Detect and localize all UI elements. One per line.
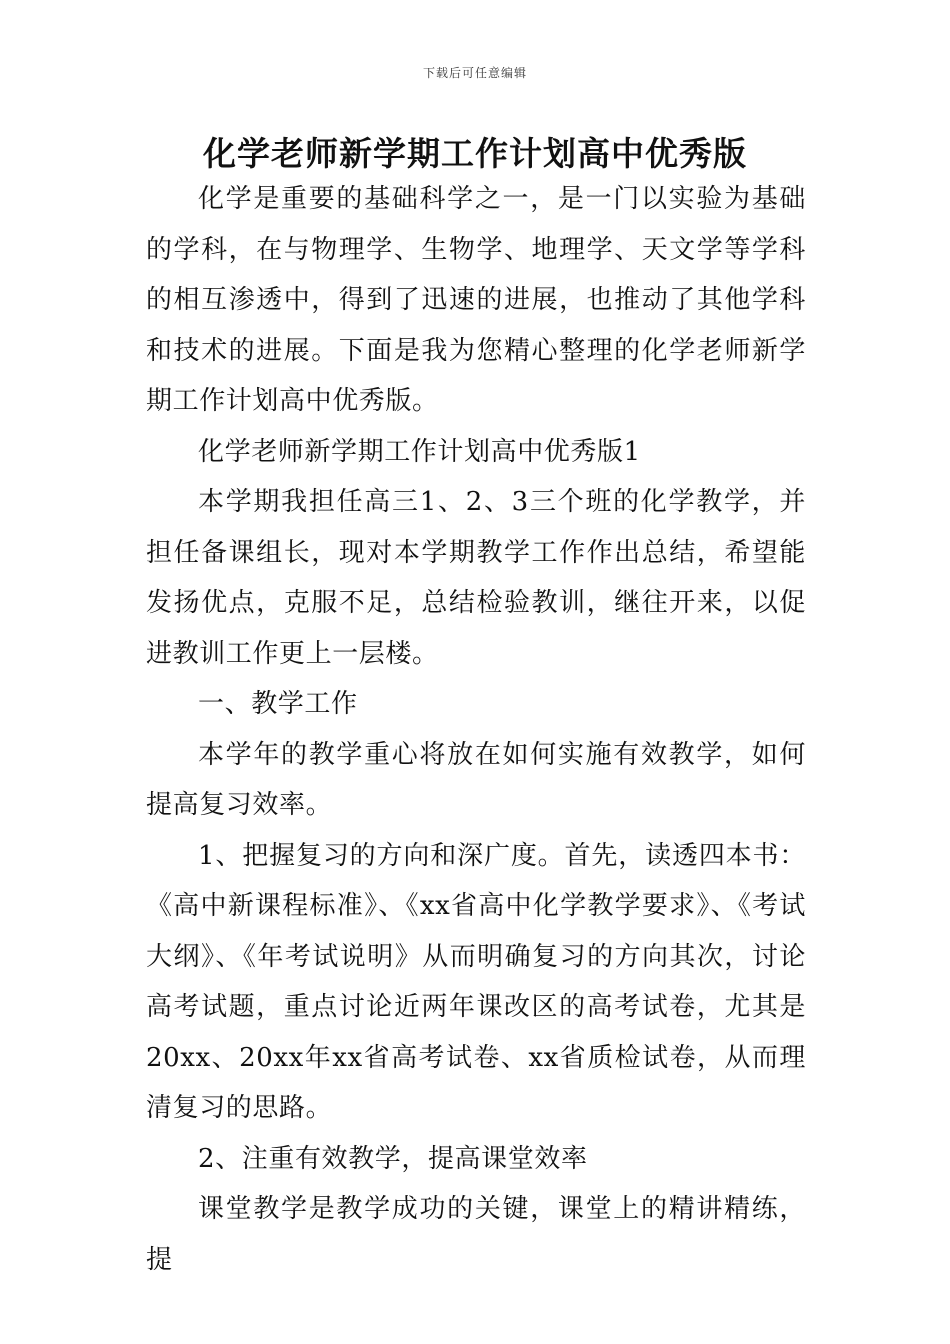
intro-paragraph: 化学是重要的基础科学之一，是一门以实验为基础的学科，在与物理学、生物学、地理学、天文学等学科的相互渗透中，得到了迅速的进展，也推动了其他学科和技术的进展。下面是我为您精心整理的化学老师新学期工作计划高中优秀版。 [146,184,806,416]
document-title: 化学老师新学期工作计划高中优秀版 [203,134,747,173]
document-body [146,174,806,1285]
subheading-effective-teaching: 2、注重有效教学，提高课堂效率 [198,1143,588,1174]
overview-paragraph: 本学期我担任高三1、2、3三个班的化学教学，并担任备课组长，现对本学期教学工作作出总结，希望能发扬优点，克服不足，总结检验教训，继往开来，以促进教训工作更上一层楼。 [146,487,806,669]
section-heading-teaching-work: 一、教学工作 [198,689,358,719]
teaching-focus-paragraph: 本学年的教学重心将放在如何实施有效教学，如何提高复习效率。 [146,739,806,820]
section-heading-plan-1: 化学老师新学期工作计划高中优秀版1 [198,436,641,467]
classroom-teaching-paragraph: 课堂教学是教学成功的关键，课堂上的精讲精练，提 [146,1194,806,1275]
header-note: 下载后可任意编辑 [422,66,527,80]
review-direction-paragraph: 1、把握复习的方向和深广度。首先，读透四本书：《高中新课程标准》、《xx省高中化学教学要求》、《考试大纲》、《年考试说明》从而明确复习的方向其次，讨论高考试题，重点讨论近两年课改区的高考试卷，尤其是20xx、20xx年xx省高考试卷、xx省质检试卷，从而理清复习的思路。 [146,840,806,1123]
